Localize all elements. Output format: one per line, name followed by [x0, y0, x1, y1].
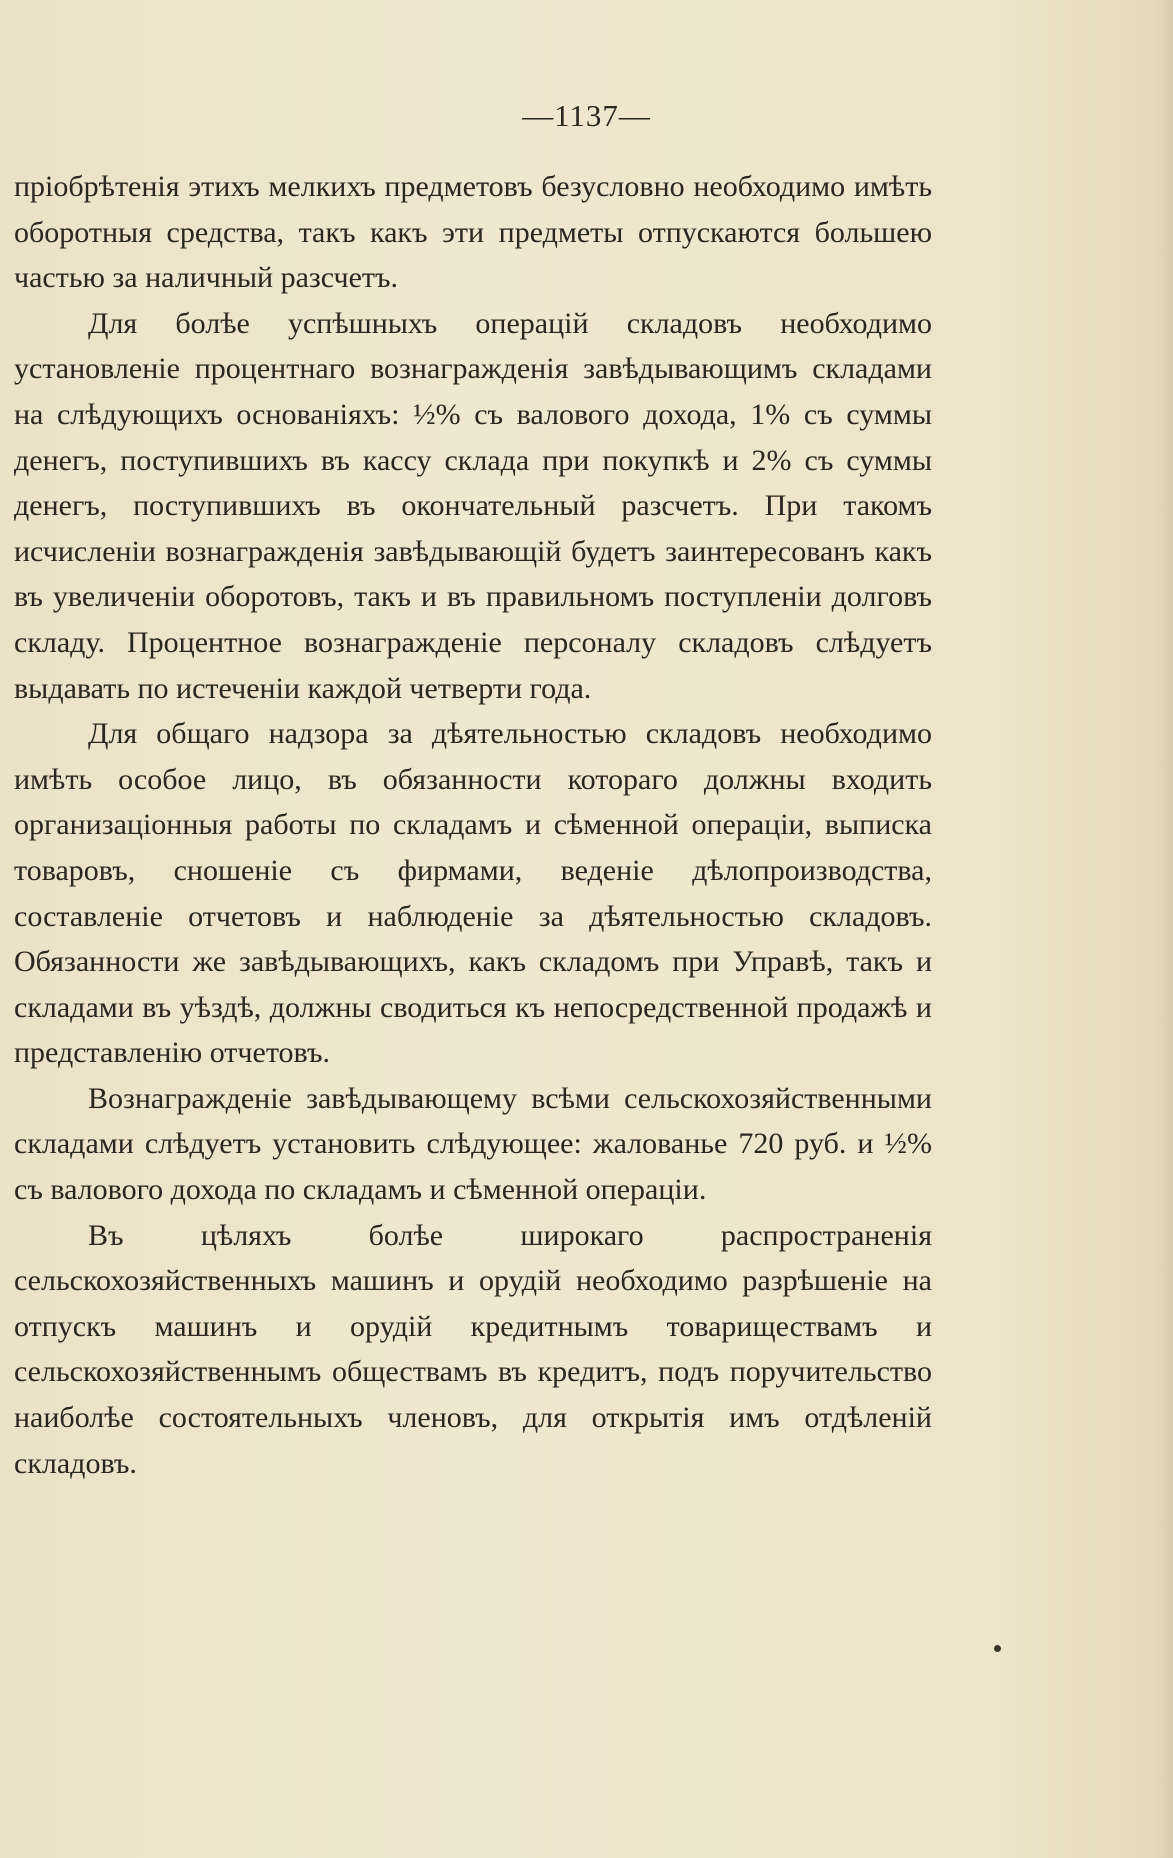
- paragraph-2: Для болѣе успѣшныхъ операцій складовъ необходимо установленіе процентнаго вознагражденія завѣдывающимъ складами на слѣдующихъ основаніяхъ: ½% съ валового дохода, 1% съ суммы денегъ, поступившихъ въ кассу склада при покупкѣ и 2% съ суммы денегъ, поступившихъ въ окончательный разсчетъ. При такомъ исчисленіи вознагражденія завѣдывающій будетъ заинтересованъ какъ въ увеличеніи оборотовъ, такъ и въ правильномъ поступленіи долговъ складу. Процентное вознагражденіе персоналу складовъ слѣдуетъ выдавать по истеченіи каждой четверти года.: [14, 306, 932, 705]
- paragraph-3: Для общаго надзора за дѣятельностью складовъ необходимо имѣть особое лицо, въ обязанности котораго должны входить организаціонныя работы по складамъ и сѣменной операціи, выписка товаровъ, сношеніе съ фирмами, веденіе дѣлопроизводства, составленіе отчетовъ и наблюденіе за дѣятельностью складовъ. Обязанности же завѣдывающихъ, какъ складомъ при Управѣ, такъ и складами въ уѣздѣ, должны сводиться къ непосредственной продажѣ и представленію отчетовъ.: [14, 717, 932, 1070]
- page-number: —1137—: [522, 98, 651, 133]
- paragraph-4: Вознагражденіе завѣдывающему всѣми сельскохозяйственными складами слѣдуетъ установить слѣдующее: жалованье 720 руб. и ½% съ валового дохода по складамъ и сѣменной операціи.: [14, 1081, 932, 1207]
- paragraph-1: пріобрѣтенія этихъ мелкихъ предметовъ безусловно необходимо имѣть оборотныя средства, такъ какъ эти предметы отпускаются большею частью за наличный разсчетъ.: [14, 170, 932, 295]
- paragraph-5: Въ цѣляхъ болѣе широкаго распространенія сельскохозяйственныхъ машинъ и орудій необходимо разрѣшеніе на отпускъ машинъ и орудій кредитнымъ товариществамъ и сельскохозяйственнымъ обществамъ въ кредитъ, подъ поручительство наиболѣе состоятельныхъ членовъ, для открытія имъ отдѣленій складовъ.: [14, 1218, 932, 1480]
- page-edge-shadow: [1155, 0, 1173, 1858]
- ink-dot: [994, 1645, 1001, 1652]
- body-text: [14, 164, 932, 1486]
